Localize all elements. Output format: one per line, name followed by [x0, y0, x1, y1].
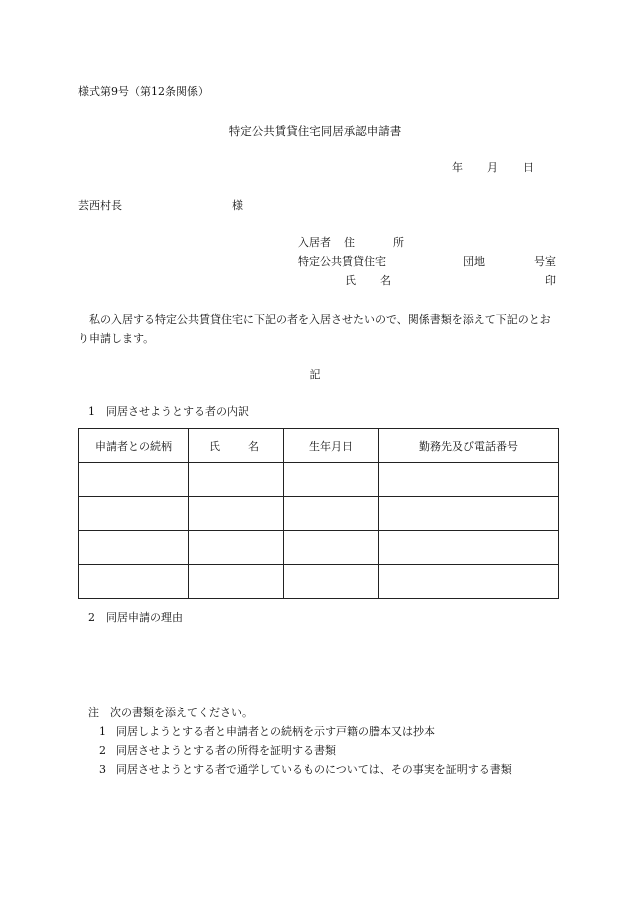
table-header-row — [79, 429, 559, 463]
section2-title: 2 同居申請の理由 — [88, 611, 183, 624]
column-header-workplace-phone: 勤務先及び電話番号 — [379, 429, 559, 463]
note-number: 3 — [99, 763, 106, 776]
addressee-name: 芸西村長 — [78, 199, 122, 212]
table-cell[interactable] — [189, 463, 284, 497]
room-label: 号室 — [534, 255, 556, 268]
date-day-label: 日 — [523, 161, 534, 174]
table-cell[interactable] — [189, 565, 284, 599]
tenant-label: 入居者 — [298, 236, 331, 249]
notes-title: 注 次の書類を添えてください。 — [88, 706, 253, 719]
note-text: 同居しようとする者と申請者との続柄を示す戸籍の謄本又は抄本 — [116, 725, 435, 738]
document-title: 特定公共賃貸住宅同居承認申請書 — [228, 124, 402, 138]
table-cell[interactable] — [79, 565, 189, 599]
note-item — [99, 725, 435, 739]
table-cell[interactable] — [79, 531, 189, 565]
table-cell[interactable] — [284, 565, 379, 599]
column-header-relationship: 申請者との続柄 — [79, 429, 189, 463]
table-cell[interactable] — [379, 463, 559, 497]
seal-label: 印 — [545, 274, 556, 287]
ki-heading: 記 — [309, 368, 321, 381]
complex-label: 団地 — [463, 255, 485, 268]
note-text: 同居させようとする者の所得を証明する書類 — [116, 744, 336, 757]
note-item — [99, 763, 512, 777]
column-header-name — [189, 429, 284, 463]
table-cell[interactable] — [79, 463, 189, 497]
table-cell[interactable] — [79, 497, 189, 531]
table-row — [79, 531, 559, 565]
form-number: 様式第9号（第12条関係） — [78, 85, 209, 98]
section1-title: 1 同居させようとする者の内訳 — [88, 405, 249, 418]
table-row — [79, 497, 559, 531]
table-cell[interactable] — [379, 531, 559, 565]
note-text: 同居させようとする者で通学しているものについては、その事実を証明する書類 — [116, 763, 512, 776]
column-header-name-2: 名 — [248, 439, 259, 453]
table-row — [79, 565, 559, 599]
column-header-name-1: 氏 — [209, 439, 220, 453]
table-cell[interactable] — [284, 531, 379, 565]
date-year-label: 年 — [452, 161, 463, 174]
applicant-name-label-1: 氏 — [345, 274, 356, 287]
addressee-suffix: 様 — [232, 199, 243, 212]
table-row — [79, 463, 559, 497]
housing-label: 特定公共賃貸住宅 — [298, 255, 386, 268]
table-cell[interactable] — [284, 463, 379, 497]
column-header-birthdate: 生年月日 — [284, 429, 379, 463]
table-cell[interactable] — [379, 565, 559, 599]
table-cell[interactable] — [189, 497, 284, 531]
address-label-2: 所 — [393, 236, 404, 249]
cohabitants-table — [78, 428, 559, 599]
table-cell[interactable] — [284, 497, 379, 531]
note-item — [99, 744, 336, 758]
applicant-name-label-2: 名 — [380, 274, 391, 287]
application-body-text: 私の入居する特定公共賃貸住宅に下記の者を入居させたいので、関係書類を添えて下記のとおり申請します。 — [78, 313, 551, 345]
note-number: 2 — [99, 744, 106, 757]
note-number: 1 — [99, 725, 106, 738]
table-cell[interactable] — [189, 531, 284, 565]
table-cell[interactable] — [379, 497, 559, 531]
address-label-1: 住 — [344, 236, 355, 249]
date-month-label: 月 — [487, 161, 498, 174]
